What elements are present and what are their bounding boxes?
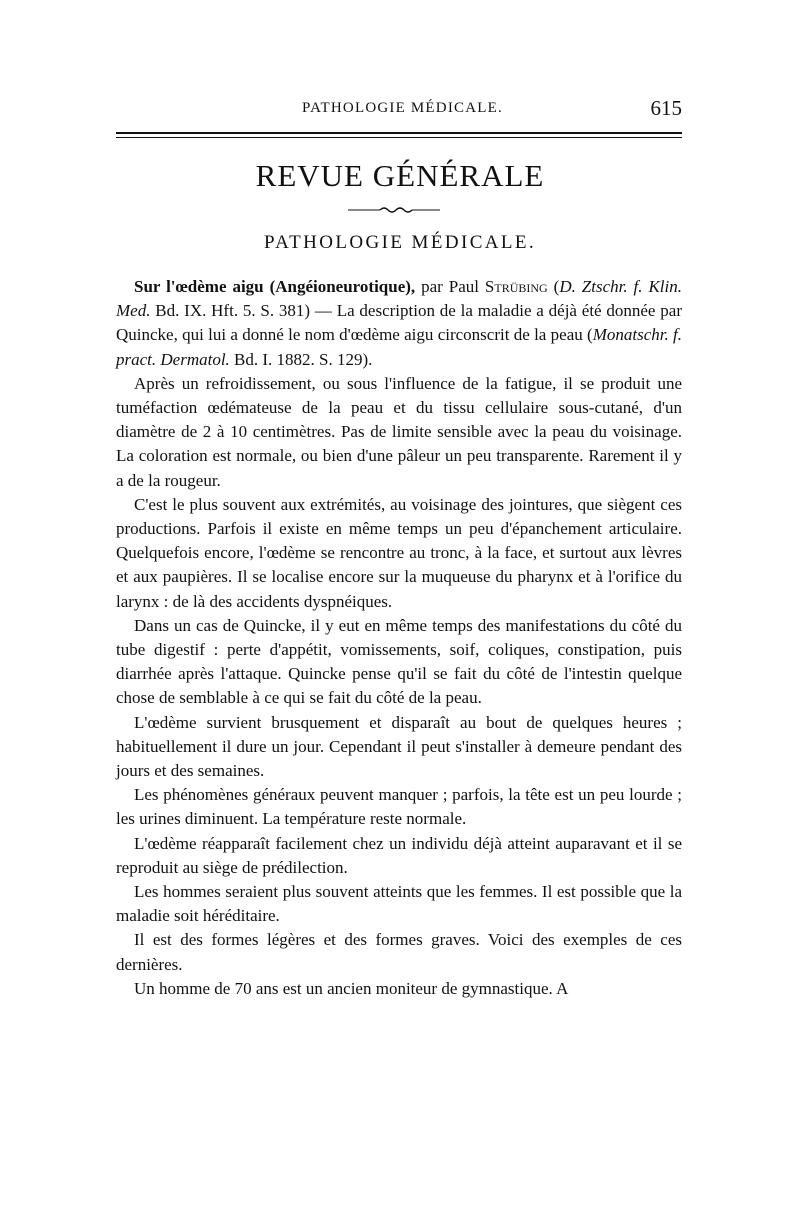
- byline: par Paul: [415, 277, 485, 296]
- header-rule: [116, 132, 682, 138]
- journal-title: D. Ztschr. f. Klin. Med.: [116, 277, 682, 321]
- citation-open: (: [547, 277, 560, 296]
- paragraph: L'œdème réapparaît facilement chez un individu déjà atteint auparavant et il se reproduit au siège de prédilection.: [116, 833, 682, 877]
- paragraph: C'est le plus souvent aux extrémités, au voisinage des jointures, que siègent ces productions. Parfois il existe en même temps un peu d'épanchement articulaire. Quelquefois encore, l'œdème se rencontre au tronc, à la face, et surtout aux lèvres et aux paupières. Il se localise encore sur la muqueuse du pharynx et à l'orifice du larynx : de là des accidents dyspnéiques.: [116, 494, 682, 611]
- article-body: [116, 275, 682, 1001]
- page-number: 615: [650, 96, 682, 120]
- paragraph: Il est des formes légères et des formes graves. Voici des exemples de ces dernières.: [116, 930, 682, 974]
- author-name: Strübing: [484, 277, 548, 296]
- lead-paragraph: [116, 275, 682, 372]
- paragraph: Dans un cas de Quincke, il y eut en même temps des manifestations du côté du tube digestif : perte d'appétit, vomissements, soif, coliques, constipation, puis diarrhée après l'attaque. Quincke pense qu'il se fait du côté de l'intestin quelque chose de semblable à ce qui se fait du côté de la peau.: [116, 615, 682, 708]
- section-heading: PATHOLOGIE MÉDICALE.: [263, 232, 537, 253]
- journal-title: Monatschr. f. pract. Dermatol.: [116, 325, 683, 369]
- citation-text: Bd. I. 1882. S. 129).: [229, 349, 373, 369]
- paragraph: Les phénomènes généraux peuvent manquer ; parfois, la tête est un peu lourde ; les urines diminuent. La température reste normale.: [116, 785, 682, 829]
- main-heading: REVUE GÉNÉRALE: [255, 158, 545, 193]
- paragraph: Les hommes seraient plus souvent atteints que les femmes. Il est possible que la maladie soit héréditaire.: [116, 882, 682, 926]
- ornament-divider: [346, 206, 442, 214]
- paragraph: Après un refroidissement, ou sous l'influence de la fatigue, il se produit une tuméfaction œdémateuse de la peau et du tissu cellulaire sous-cutané, d'un diamètre de 2 à 10 centimètres. Pas de limite sensible avec la peau du voisinage. La coloration est normale, ou bien d'une pâleur un peu transparente. Rarement il y a de la rougeur.: [116, 373, 682, 490]
- running-title: PATHOLOGIE MÉDICALE.: [302, 100, 503, 116]
- article-title: Sur l'œdème aigu (Angéioneurotique),: [134, 277, 416, 296]
- paragraph: L'œdème survient brusquement et disparaît au bout de quelques heures ; habituellement il dure un jour. Cependant il peut s'installer à demeure pendant des jours et des semaines.: [116, 712, 682, 781]
- citation-text: Bd. IX. Hft. 5. S. 381): [150, 301, 311, 321]
- running-header: [116, 96, 682, 122]
- paragraph: Un homme de 70 ans est un ancien moniteur de gymnastique. A: [134, 978, 569, 998]
- lead-text: — La description de la maladie a déjà été donnée par Quincke, qui lui a donné le nom d'œdème aigu circonscrit de la peau (: [116, 301, 682, 345]
